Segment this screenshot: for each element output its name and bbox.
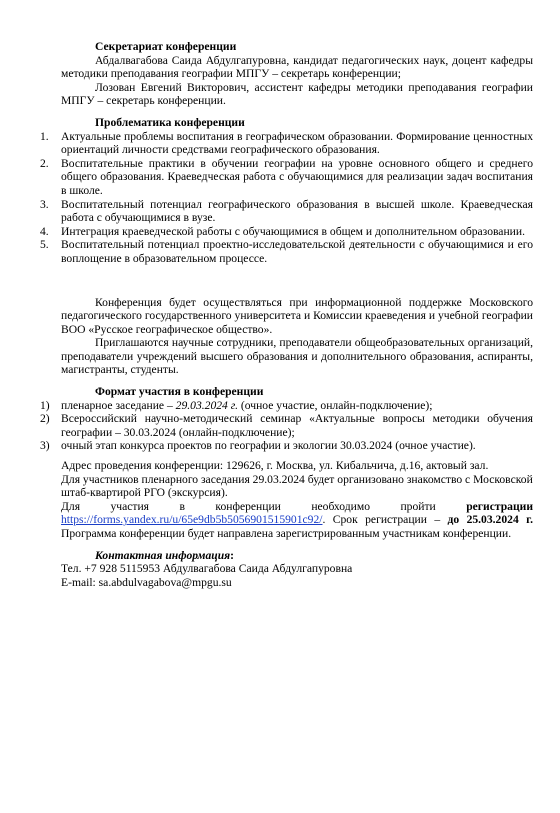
problems-list (40, 129, 533, 266)
excursion-line: Для участников пленарного заседания 29.03.2024 будет организовано знакомство с Московской штаб-квартирой РГО (экскурсия). (61, 472, 533, 500)
list-text: пленарное заседание – (61, 398, 176, 412)
secretariat-heading: Секретариат конференции (95, 40, 237, 53)
list-number: 2. (40, 156, 49, 170)
list-text: Воспитательный потенциал проектно-исследовательской деятельности с обучающимися и его воплощение в образовательном процессе. (61, 238, 533, 265)
registration-text: Для участия в конференции необходимо пройти (61, 499, 467, 513)
list-text: (очное участие, онлайн-подключение); (238, 398, 433, 412)
support-paragraph: Конференция будет осуществляться при информационной поддержке Московского педагогического государственного университета и Комиссии краеведения и учебной географии ВОО «Русское географическое общество». (61, 295, 533, 336)
list-item (40, 439, 533, 453)
list-number: 1) (40, 398, 50, 412)
registration-deadline: до 25.03.2024 г. (447, 513, 533, 527)
list-item (40, 156, 533, 198)
list-number: 4. (40, 224, 49, 238)
contacts-heading-text: Контактная информация (95, 548, 231, 562)
document-page (40, 40, 533, 589)
secretariat-member-2: Лозован Евгений Викторович, ассистент кафедры методики преподавания географии МПГУ – секретарь конференции. (61, 80, 533, 108)
format-heading: Формат участия в конференции (95, 385, 264, 399)
registration-paragraph (61, 500, 533, 541)
problems-heading: Проблематика конференции (95, 115, 245, 129)
list-item (40, 412, 533, 439)
list-item (40, 238, 533, 265)
registration-text: . Срок регистрации – (322, 513, 448, 527)
list-text: Всероссийский научно-методический семинар «Актуальные вопросы методики обучения географии – 30.03.2024 (онлайн-подключение); (61, 412, 533, 439)
contact-email: E-mail: sa.abdulvagabova@mpgu.su (61, 575, 232, 589)
secretariat-member-1: Абдалвагабова Саида Абдулгапуровна, кандидат педагогических наук, доцент кафедры методики преподавания географии МПГУ – секретарь конференции; (61, 53, 533, 81)
program-text: Программа конференции будет направлена зарегистрированным участникам конференции. (61, 527, 512, 540)
list-number: 3) (40, 439, 50, 453)
list-text: очный этап конкурса проектов по географии и экологии 30.03.2024 (очное участие). (61, 439, 476, 453)
list-text: Интеграция краеведческой работы с обучающимися в общем и дополнительном образовании. (61, 224, 525, 238)
list-item (40, 224, 533, 239)
list-number: 2) (40, 412, 50, 426)
list-text: Актуальные проблемы воспитания в географическом образовании. Формирование ценностных ориентаций личности средствами географического образования. (61, 129, 533, 157)
contacts-colon: : (230, 548, 234, 562)
list-number: 1. (40, 129, 49, 143)
list-item (40, 197, 533, 225)
contact-phone: Тел. +7 928 5115953 Абдулвагабова Саида Абдулгапуровна (61, 562, 353, 576)
address-line: Адрес проведения конференции: 129626, г. Москва, ул. Кибальчича, д.16, актовый зал. (61, 459, 489, 473)
registration-link[interactable]: https://forms.yandex.ru/u/65e9db5b5056901515901c92/ (61, 513, 323, 527)
contacts-heading (61, 549, 533, 563)
list-number: 5. (40, 238, 49, 252)
list-number: 3. (40, 197, 49, 211)
list-item (40, 129, 533, 157)
registration-bold: регистрации (466, 499, 533, 513)
plenary-date: 29.03.2024 г. (175, 398, 239, 412)
list-text: Воспитательный потенциал географического образования в высшей школе. Краеведческая работа с обучающимися в вузе. (61, 197, 533, 225)
list-item (40, 398, 533, 413)
format-list (40, 398, 533, 453)
list-text: Воспитательные практики в обучении географии на уровне основного общего и среднего общего образования. Краеведческая работа с обучающимися для реализации задач воспитания в школе. (61, 156, 533, 197)
invitation-paragraph: Приглашаются научные сотрудники, преподаватели общеобразовательных организаций, преподаватели учреждений высшего образования и дополнительного образования, аспиранты, магистранты, студенты. (61, 336, 533, 377)
